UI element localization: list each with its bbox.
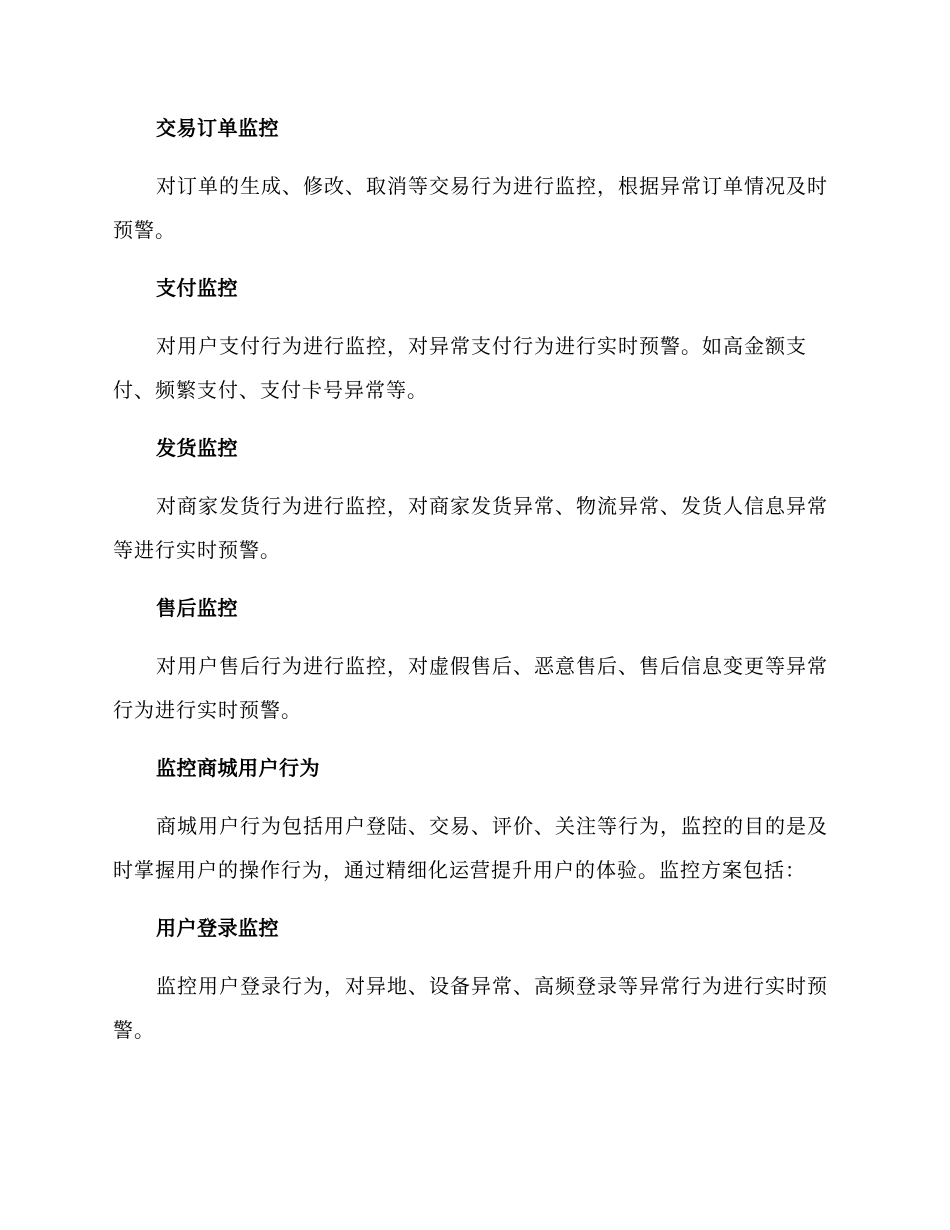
section-paragraph: 对用户支付行为进行监控，对异常支付行为进行实时预警。如高金额支付、频繁支付、支付卡号异常等。 [113,334,807,402]
section-paragraph: 商城用户行为包括用户登陆、交易、评价、关注等行为，监控的目的是及时掌握用户的操作行为，通过精细化运营提升用户的体验。监控方案包括： [113,814,828,882]
section-aftersales-monitoring [113,586,833,732]
section-heading: 用户登录监控 [156,916,279,940]
section-heading: 监控商城用户行为 [156,756,320,780]
section-paragraph: 对用户售后行为进行监控，对虚假售后、恶意售后、售后信息变更等异常行为进行实时预警。 [113,654,828,722]
section-heading: 支付监控 [156,276,238,300]
section-login-monitoring [113,906,833,1052]
section-paragraph: 对订单的生成、修改、取消等交易行为进行监控，根据异常订单情况及时预警。 [113,174,828,242]
section-paragraph: 对商家发货行为进行监控，对商家发货异常、物流异常、发货人信息异常等进行实时预警。 [113,494,828,562]
section-payment-monitoring [113,266,833,412]
section-user-behavior-monitoring [113,746,833,892]
section-shipping-monitoring [113,426,833,572]
section-heading: 发货监控 [156,436,238,460]
section-heading: 售后监控 [156,596,238,620]
section-order-monitoring [113,106,833,252]
section-paragraph: 监控用户登录行为，对异地、设备异常、高频登录等异常行为进行实时预警。 [113,974,828,1042]
section-heading: 交易订单监控 [156,116,279,140]
document-body [113,106,833,1066]
